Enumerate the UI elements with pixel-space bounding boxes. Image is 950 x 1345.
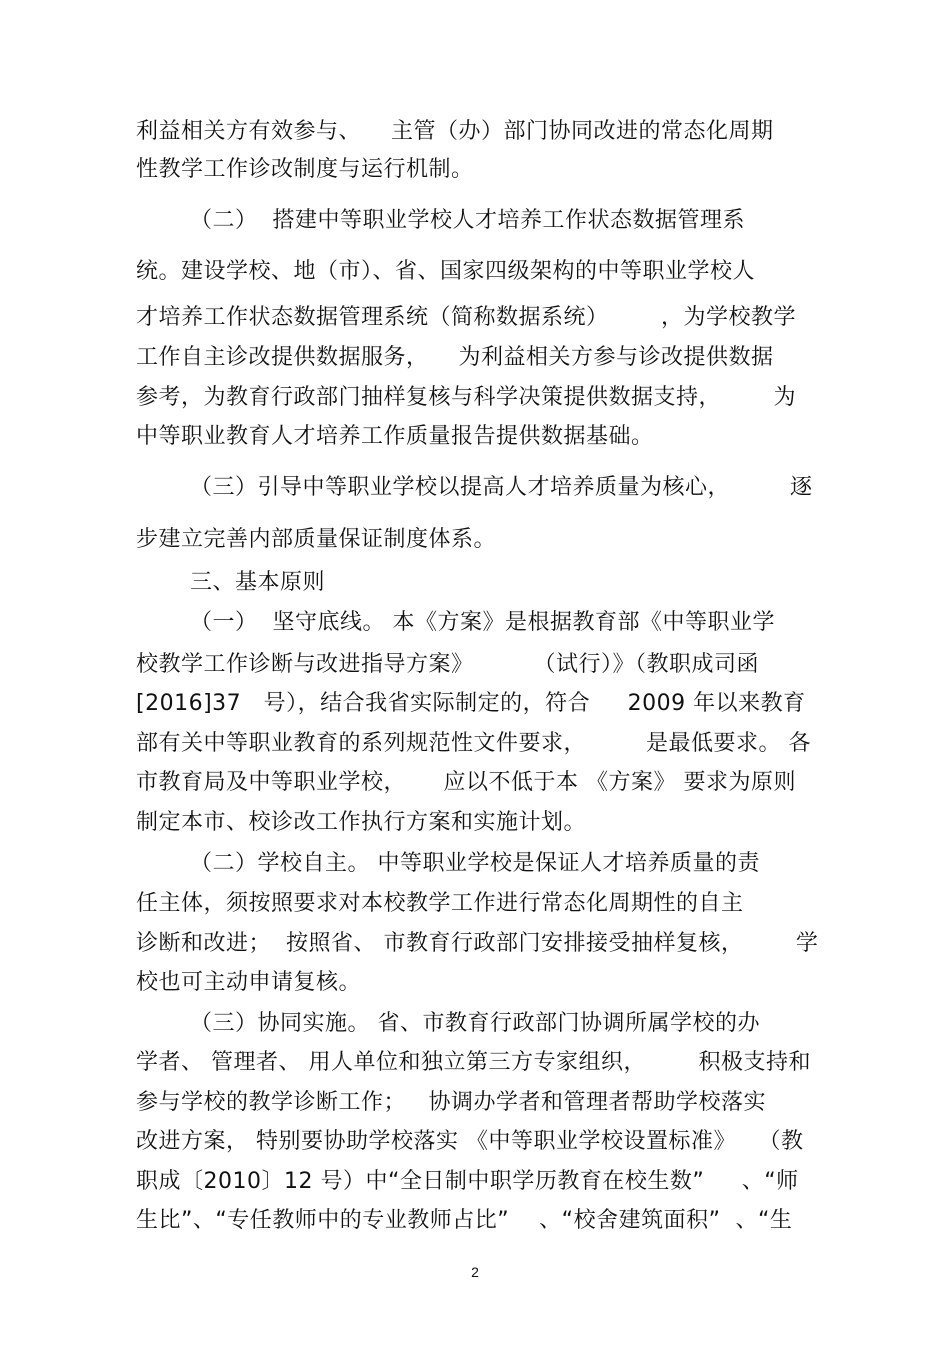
body-text-line: 市教育局及中等职业学校， 应以不低于本 《方案》 要求为原则 — [136, 770, 796, 795]
principle-heading-line: （二）学校自主。 中等职业学校是保证人才培养质量的责 — [190, 851, 760, 876]
body-text-line: [2016]37 号），结合我省实际制定的，符合 2009 年以来教育 — [136, 691, 806, 716]
body-text-line: 校也可主动申请复核。 — [136, 970, 362, 995]
body-text-line: 改进方案， 特别要协助学校落实 《中等职业学校设置标准》 （教 — [136, 1129, 804, 1154]
body-text-line: 校教学工作诊断与改进指导方案》 （试行）》（教职成司函 — [136, 652, 759, 677]
section-heading-line: （二） 搭建中等职业学校人才培养工作状态数据管理系 — [190, 208, 745, 233]
body-text-line: 利益相关方有效参与、 主管（办）部门协同改进的常态化周期 — [136, 119, 774, 144]
body-text-line: 职成〔2010〕12 号）中“全日制中职学历教育在校生数” 、“师 — [136, 1169, 799, 1194]
body-text-line: 学者、 管理者、 用人单位和独立第三方专家组织， 积极支持和 — [136, 1050, 811, 1075]
body-text-line: 性教学工作诊改制度与运行机制。 — [136, 157, 474, 182]
body-text-line: 任主体，须按照要求对本校教学工作进行常态化周期性的自主 — [136, 891, 744, 916]
body-text-line: 参与学校的教学诊断工作； 协调办学者和管理者帮助学校落实 — [136, 1090, 766, 1115]
section-title: 三、基本原则 — [190, 570, 326, 595]
body-text-line: 诊断和改进； 按照省、 市教育行政部门安排接受抽样复核， 学 — [136, 931, 819, 956]
principle-heading-line: （一） 坚守底线。 本《方案》是根据教育部《中等职业学 — [190, 610, 775, 635]
body-text-line: 生比”、“专任教师中的专业教师占比” 、“校舍建筑面积” 、“生 — [136, 1208, 793, 1233]
body-text-line: 参考，为教育行政部门抽样复核与科学决策提供数据支持， 为 — [136, 385, 796, 410]
body-text-line: 步建立完善内部质量保证制度体系。 — [136, 527, 497, 552]
principle-heading-line: （三）协同实施。 省、市教育行政部门协调所属学校的办 — [190, 1011, 760, 1036]
body-text-line: 部有关中等职业教育的系列规范性文件要求， 是最低要求。 各 — [136, 731, 811, 756]
body-text-line: 制定本市、校诊改工作执行方案和实施计划。 — [136, 810, 587, 835]
body-text-line: 才培养工作状态数据管理系统（简称数据系统） ，为学校教学 — [136, 305, 796, 330]
page-number: 2 — [471, 1264, 479, 1280]
body-text-line: 工作自主诊改提供数据服务， 为利益相关方参与诊改提供数据 — [136, 345, 774, 370]
section-heading-line: （三）引导中等职业学校以提高人才培养质量为核心， 逐 — [190, 475, 813, 500]
body-text-line: 中等职业教育人才培养工作质量报告提供数据基础。 — [136, 424, 654, 449]
body-text-line: 统。建设学校、地（市）、省、国家四级架构的中等职业学校人 — [136, 259, 756, 284]
